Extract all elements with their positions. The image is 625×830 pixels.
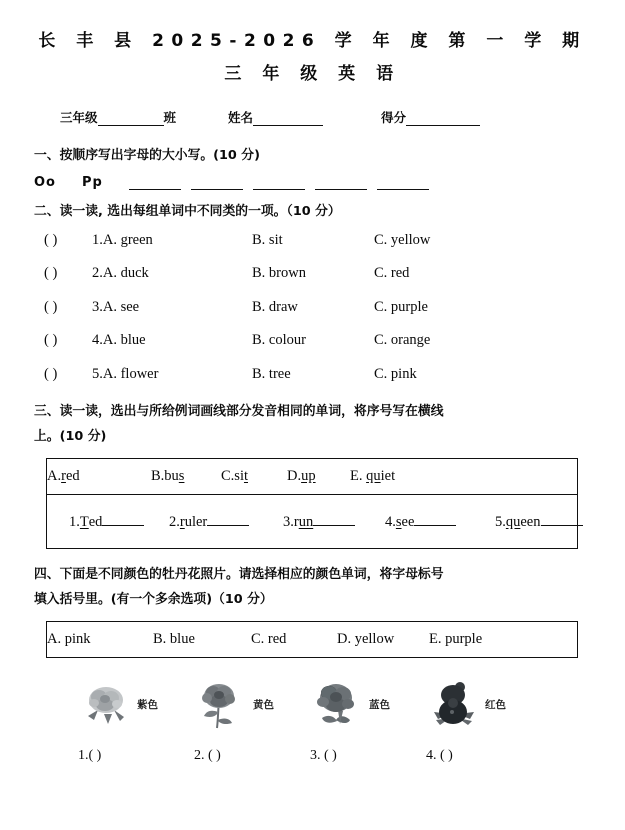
- name-label: 姓名: [228, 109, 254, 125]
- score-field: [381, 108, 480, 126]
- section-4-answer-row: [78, 748, 578, 764]
- choice-b-5[interactable]: B. tree: [252, 365, 291, 382]
- class-unit-label: 班: [163, 109, 177, 125]
- phonics-item-2: 2. r uler: [169, 514, 283, 531]
- choice-row: [44, 333, 625, 348]
- phonics-option-e[interactable]: E. quiet: [350, 468, 396, 485]
- phonics-item-5: 5. qu een: [495, 514, 583, 531]
- section-4-answer-4[interactable]: 4. ( ): [426, 748, 453, 764]
- peony-cell-1: [78, 676, 194, 732]
- given-letter-pp: Pp: [81, 174, 103, 190]
- section-3-heading-line-1: 三、读一读，选出与所给例词画线部分发音相同的单词，将序号写在横线: [34, 404, 444, 420]
- section-4-heading-line-1: 四、下面是不同颜色的牡丹花照片。请选择相应的颜色单词，将字母标号: [34, 567, 444, 583]
- section-3-heading-line-2: 上。(10 分): [34, 429, 107, 445]
- choice-b-1[interactable]: B. sit: [252, 231, 283, 248]
- peony-label-3: 蓝色: [369, 698, 390, 711]
- choice-a-3[interactable]: 3.A. see: [92, 298, 140, 315]
- phonics-option-a[interactable]: A.red: [47, 468, 80, 485]
- choice-a-4[interactable]: 4.A. blue: [92, 332, 146, 349]
- choice-row: [44, 266, 625, 281]
- student-info-line: [0, 108, 625, 126]
- page-title: 长 丰 县 2025-2026 学 年 度 第 一 学 期: [38, 31, 587, 51]
- phonics-table: [46, 458, 578, 549]
- choice-row: [44, 300, 625, 315]
- section-4-answer-2[interactable]: 2. ( ): [194, 748, 221, 764]
- peony-cell-4: [426, 676, 542, 732]
- answer-paren-5[interactable]: ( ): [44, 365, 58, 382]
- section-2-choice-list: [0, 233, 625, 382]
- phonics-answer-blank-2[interactable]: [207, 514, 249, 526]
- grade-field: [60, 108, 176, 126]
- phonics-items-row: [47, 495, 577, 548]
- phonics-answer-blank-4[interactable]: [414, 514, 456, 526]
- phonics-answer-blank-1[interactable]: [102, 514, 144, 526]
- peony-photo-yellow-icon: [194, 676, 250, 732]
- answer-paren-1[interactable]: ( ): [44, 231, 58, 248]
- peony-photo-purple-icon: [78, 676, 134, 732]
- section-4-answer-1[interactable]: 1.( ): [78, 748, 102, 764]
- peony-photo-blue-icon: [310, 676, 366, 732]
- choice-a-5[interactable]: 5.A. flower: [92, 365, 159, 382]
- peony-photo-red-icon: [426, 676, 482, 732]
- peony-photo-row: [78, 676, 578, 732]
- answer-paren-4[interactable]: ( ): [44, 332, 58, 349]
- choice-a-1[interactable]: 1.A. green: [92, 231, 153, 248]
- letter-blank-5[interactable]: [377, 177, 429, 190]
- phonics-options-row: [47, 459, 577, 495]
- phonics-option-c[interactable]: C.sit: [221, 468, 248, 485]
- phonics-answer-blank-3[interactable]: [313, 514, 355, 526]
- grade-label: 三年级: [60, 109, 98, 125]
- phonics-item-1: 1. T ed: [69, 514, 169, 531]
- phonics-option-b[interactable]: B.bus: [151, 468, 185, 485]
- answer-paren-2[interactable]: ( ): [44, 265, 58, 282]
- choice-row: [44, 233, 625, 248]
- name-blank[interactable]: [253, 112, 323, 126]
- color-option-b[interactable]: B. blue: [153, 631, 195, 648]
- choice-a-2[interactable]: 2.A. duck: [92, 265, 149, 282]
- given-letter-oo: Oo: [34, 174, 56, 190]
- letter-blank-2[interactable]: [191, 177, 243, 190]
- letter-blank-4[interactable]: [315, 177, 367, 190]
- peony-cell-2: [194, 676, 310, 732]
- choice-c-4[interactable]: C. orange: [374, 332, 431, 349]
- phonics-item-4: 4. s ee: [385, 514, 495, 531]
- score-label: 得分: [381, 109, 407, 125]
- peony-label-4: 红色: [485, 698, 506, 711]
- choice-b-3[interactable]: B. draw: [252, 298, 298, 315]
- color-option-a[interactable]: A. pink: [47, 631, 91, 648]
- choice-c-2[interactable]: C. red: [374, 265, 410, 282]
- section-2-heading: 二、读一读, 选出每组单词中不同类的一项。（10 分）: [34, 203, 341, 219]
- choice-c-1[interactable]: C. yellow: [374, 231, 431, 248]
- choice-c-5[interactable]: C. pink: [374, 365, 417, 382]
- name-field: [228, 108, 323, 126]
- color-option-d[interactable]: D. yellow: [337, 631, 395, 648]
- choice-row: [44, 367, 625, 382]
- color-option-c[interactable]: C. red: [251, 631, 287, 648]
- section-1-heading: 一、按顺序写出字母的大小写。(10 分): [34, 147, 260, 163]
- color-option-e[interactable]: E. purple: [429, 631, 483, 648]
- section-1-letters-row: [0, 175, 625, 190]
- color-options-box: [46, 621, 578, 658]
- choice-c-3[interactable]: C. purple: [374, 298, 428, 315]
- phonics-option-d[interactable]: D.up: [287, 468, 316, 485]
- phonics-item-3: 3. r un: [283, 514, 385, 531]
- section-4-heading-line-2: 填入括号里。(有一个多余选项)（10 分）: [34, 592, 273, 608]
- letter-blank-1[interactable]: [129, 177, 181, 190]
- page-subtitle: 三 年 级 英 语: [224, 63, 401, 84]
- peony-label-2: 黄色: [253, 698, 274, 711]
- peony-cell-3: [310, 676, 426, 732]
- score-blank[interactable]: [406, 112, 480, 126]
- grade-blank[interactable]: [98, 112, 164, 126]
- choice-b-2[interactable]: B. brown: [252, 265, 306, 282]
- letter-blank-3[interactable]: [253, 177, 305, 190]
- answer-paren-3[interactable]: ( ): [44, 298, 58, 315]
- section-4-answer-3[interactable]: 3. ( ): [310, 748, 337, 764]
- phonics-answer-blank-5[interactable]: [541, 514, 583, 526]
- peony-label-1: 紫色: [137, 698, 158, 711]
- choice-b-4[interactable]: B. colour: [252, 332, 306, 349]
